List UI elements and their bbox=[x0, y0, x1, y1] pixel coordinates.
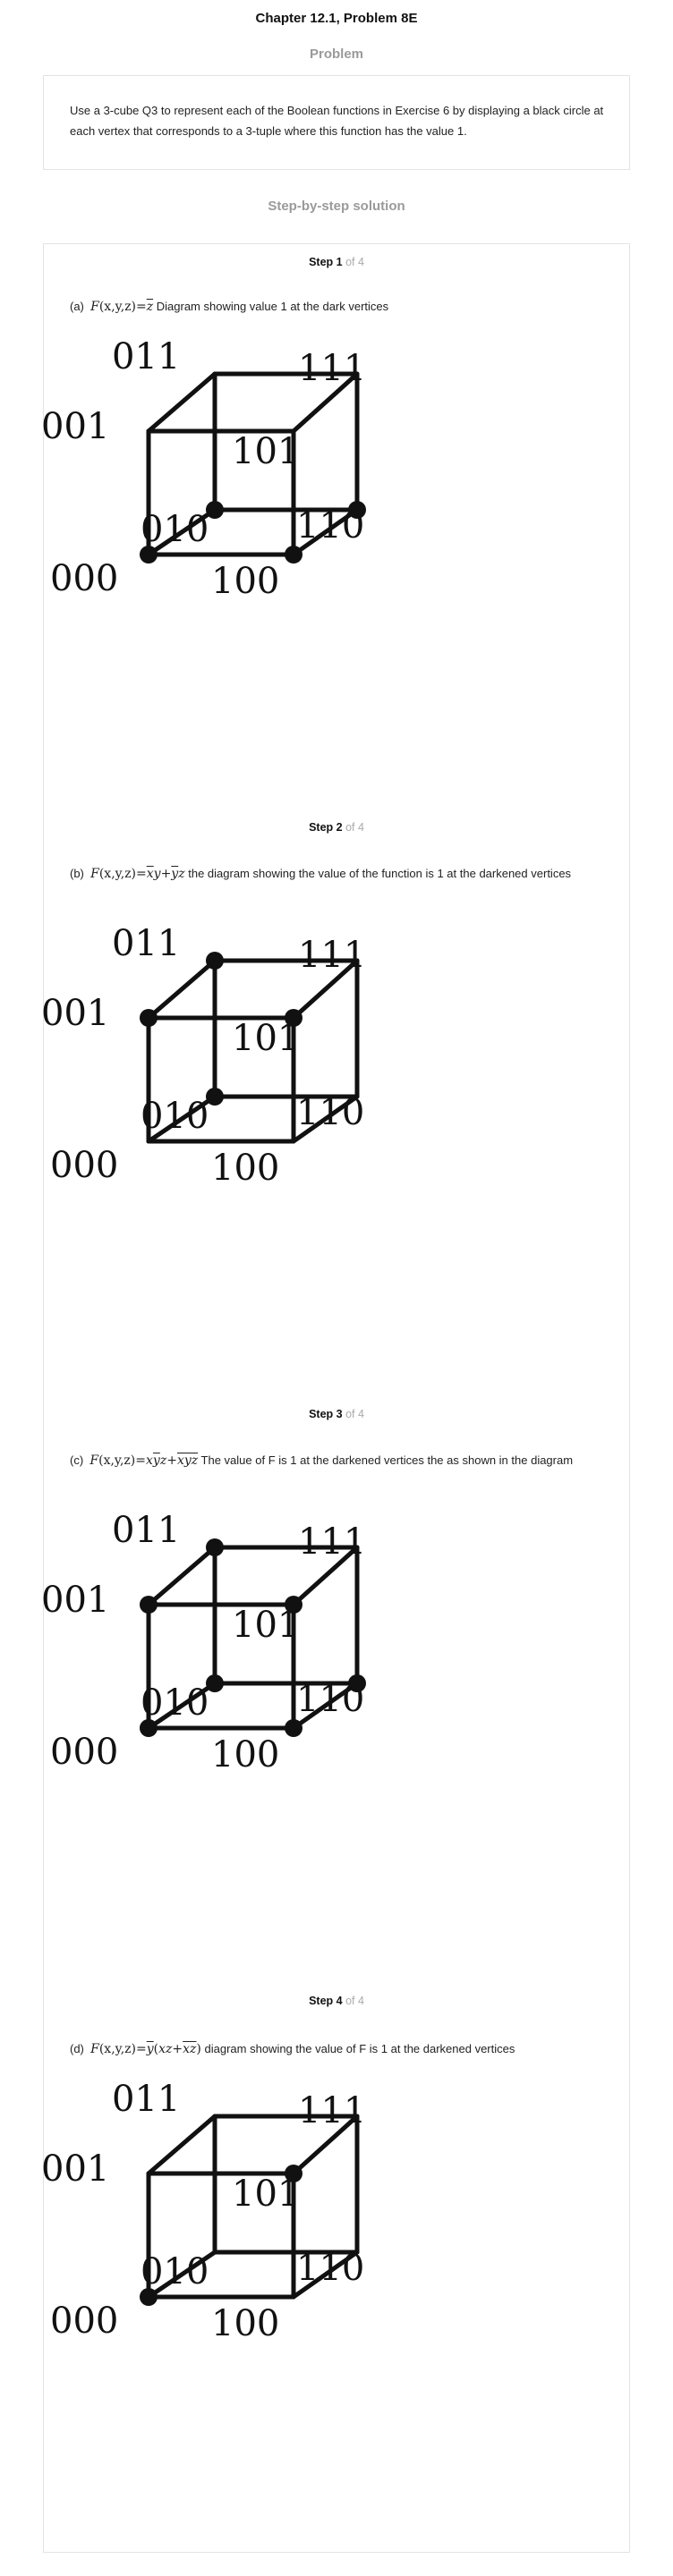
step-4-text bbox=[70, 2038, 607, 2061]
vertex-label-111: 111 bbox=[298, 935, 367, 976]
step-word: Step bbox=[309, 821, 334, 834]
vertex-label-000: 000 bbox=[50, 1145, 119, 1186]
vertex-label-000: 000 bbox=[50, 2301, 119, 2342]
vertex-label-000: 000 bbox=[50, 1732, 119, 1773]
vertex-dot-011 bbox=[206, 1538, 224, 1556]
cube-edge-001-011 bbox=[149, 961, 215, 1018]
vertex-label-101: 101 bbox=[232, 1018, 301, 1059]
vertex-dot-100 bbox=[285, 546, 302, 564]
vertex-label-101: 101 bbox=[232, 1605, 301, 1646]
step-4-header bbox=[0, 1995, 673, 2007]
step-number: 3 bbox=[336, 1408, 343, 1420]
vertex-label-111: 111 bbox=[298, 1521, 367, 1563]
vertex-label-001: 001 bbox=[41, 2148, 110, 2190]
step-2-text bbox=[70, 862, 607, 886]
q3-cube-diagram bbox=[41, 909, 621, 1356]
step-number: 2 bbox=[336, 821, 343, 834]
vertex-label-001: 001 bbox=[41, 993, 110, 1034]
page-title: Chapter 12.1, Problem 8E bbox=[255, 11, 418, 26]
step-description: diagram showing the value of F is 1 at the darkened vertices bbox=[204, 2042, 515, 2055]
cube-edge-001-011 bbox=[149, 1547, 215, 1605]
step-1-header bbox=[0, 256, 673, 268]
step-description: The value of F is 1 at the darkened vertices the as shown in the diagram bbox=[200, 1453, 574, 1467]
vertex-label-101: 101 bbox=[232, 2174, 301, 2215]
step-3-text bbox=[70, 1449, 607, 1472]
vertex-label-011: 011 bbox=[112, 1510, 181, 1551]
cube-edge-001-011 bbox=[149, 2116, 215, 2174]
vertex-dot-001 bbox=[140, 1596, 158, 1614]
vertex-label-011: 011 bbox=[112, 2079, 181, 2120]
vertex-label-110: 110 bbox=[296, 1679, 365, 1720]
solution-heading: Step-by-step solution bbox=[268, 199, 405, 214]
vertex-label-011: 011 bbox=[112, 923, 181, 964]
function-expression: $F(x,y,z)=\overline{z}$ bbox=[90, 300, 154, 314]
step-word: Step bbox=[309, 256, 334, 268]
vertex-label-010: 010 bbox=[141, 1096, 209, 1137]
step-of: of 4 bbox=[345, 256, 364, 268]
step-word: Step bbox=[309, 1408, 334, 1420]
function-expression: $F(x,y,z)=\overline{x}y+\overline{y}z$ bbox=[90, 867, 185, 881]
vertex-label-010: 010 bbox=[141, 509, 209, 550]
vertex-label-100: 100 bbox=[211, 1734, 280, 1775]
cube-edge-001-011 bbox=[149, 374, 215, 431]
vertex-label-001: 001 bbox=[41, 406, 110, 447]
step-description: the diagram showing the value of the function is 1 at the darkened vertices bbox=[188, 867, 572, 880]
vertex-label-101: 101 bbox=[232, 431, 301, 472]
vertex-label-100: 100 bbox=[211, 1148, 280, 1189]
step-3-header bbox=[0, 1408, 673, 1420]
vertex-label-110: 110 bbox=[296, 1092, 365, 1133]
vertex-label-110: 110 bbox=[296, 505, 365, 547]
function-expression: $F(x,y,z)=\overline{y}(xz+\overline{xz})$ bbox=[90, 2042, 201, 2056]
vertex-dot-001 bbox=[140, 1009, 158, 1027]
step-description: Diagram showing value 1 at the dark vertices bbox=[156, 300, 389, 313]
vertex-label-001: 001 bbox=[41, 1580, 110, 1621]
q3-cube-diagram bbox=[41, 322, 621, 769]
vertex-label-100: 100 bbox=[211, 2303, 280, 2344]
step-number: 1 bbox=[336, 256, 343, 268]
q3-cube-diagram bbox=[41, 2064, 621, 2512]
vertex-label-010: 010 bbox=[141, 1682, 209, 1724]
vertex-label-111: 111 bbox=[298, 348, 367, 389]
function-expression: $F(x,y,z)=x\overline{y}z+\overline{xyz}$ bbox=[89, 1453, 199, 1468]
vertex-label-011: 011 bbox=[112, 336, 181, 377]
vertex-dot-100 bbox=[285, 1719, 302, 1737]
problem-heading: Problem bbox=[309, 47, 363, 62]
vertex-label-000: 000 bbox=[50, 558, 119, 599]
problem-text: Use a 3-cube Q3 to represent each of the Boolean functions in Exercise 6 by displaying a black circle at each vertex that corresponds to a 3-tuple where this function has the value 1. bbox=[70, 104, 604, 138]
step-number: 4 bbox=[336, 1995, 343, 2007]
step-word: Step bbox=[309, 1995, 334, 2007]
step-of: of 4 bbox=[345, 1408, 364, 1420]
step-part: (a) bbox=[70, 300, 84, 313]
step-part: (b) bbox=[70, 867, 84, 880]
vertex-label-100: 100 bbox=[211, 561, 280, 602]
vertex-label-010: 010 bbox=[141, 2251, 209, 2292]
q3-cube-diagram bbox=[41, 1496, 621, 1943]
step-2-header bbox=[0, 821, 673, 834]
vertex-label-110: 110 bbox=[296, 2248, 365, 2289]
step-part: (c) bbox=[70, 1453, 84, 1467]
vertex-dot-011 bbox=[206, 952, 224, 970]
step-of: of 4 bbox=[345, 821, 364, 834]
step-part: (d) bbox=[70, 2042, 84, 2055]
step-1-text bbox=[70, 295, 607, 318]
step-of: of 4 bbox=[345, 1995, 364, 2007]
vertex-label-111: 111 bbox=[298, 2090, 367, 2131]
